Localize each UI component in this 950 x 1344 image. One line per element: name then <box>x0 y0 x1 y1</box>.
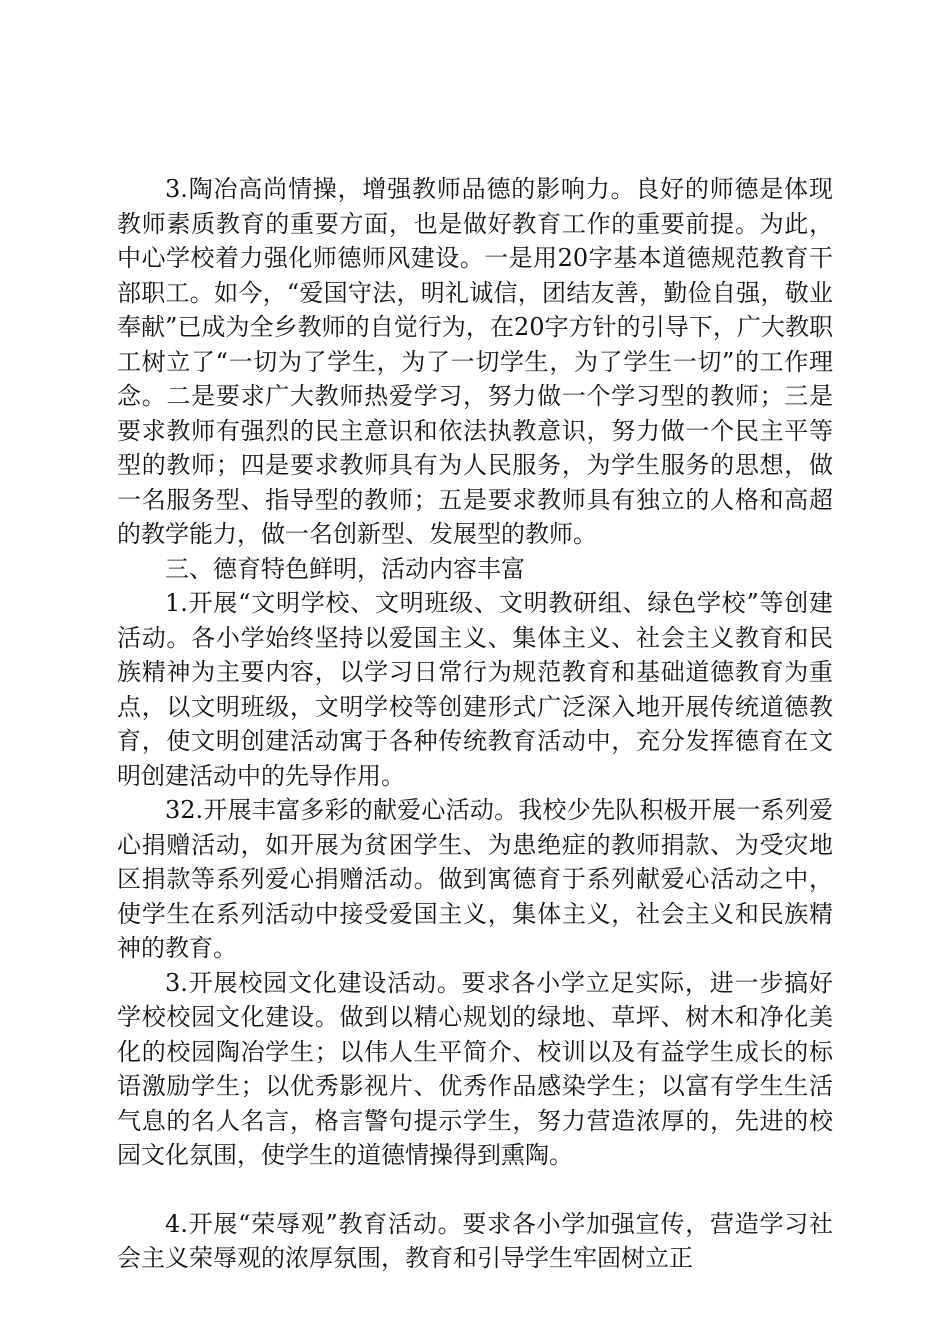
paragraph-spacer <box>117 1173 833 1207</box>
paragraph-honor-disgrace-education: 4.开展“荣辱观”教育活动。要求各小学加强宣传，营造学习社会主义荣辱观的浓厚氛围，教育和引导学生牢固树立正 <box>117 1209 833 1272</box>
paragraph-charity-activities: 32.开展丰富多彩的献爱心活动。我校少先队积极开展一系列爱心捐赠活动，如开展为贫困学生、为患绝症的教师捐款、为受灾地区捐款等系列爱心捐赠活动。做到寓德育于系列献爱心活动之中，使学生在系列活动中接受爱国主义，集体主义，社会主义和民族精神的教育。 <box>117 796 833 962</box>
paragraph-civilization-campaign: 1.开展“文明学校、文明班级、文明教研组、绿色学校”等创建活动。各小学始终坚持以爱国主义、集体主义、社会主义教育和民族精神为主要内容，以学习日常行为规范教育和基础道德教育为重点，以文明班级，文明学校等创建形式广泛深入地开展传统道德教育，使文明创建活动寓于各种传统教育活动中，充分发挥德育在文明创建活动中的先导作用。 <box>117 589 833 790</box>
document-body <box>117 172 833 1276</box>
section-heading-moral-education: 三、德育特色鲜明，活动内容丰富 <box>165 554 525 583</box>
paragraph-campus-culture: 3.开展校园文化建设活动。要求各小学立足实际，进一步搞好学校校园文化建设。做到以精心规划的绿地、草坪、树木和净化美化的校园陶冶学生；以伟人生平简介、校训以及有益学生成长的标语激励学生；以优秀影视片、优秀作品感染学生；以富有学生生活气息的名人名言，格言警句提示学生，努力营造浓厚的，先进的校园文化氛围，使学生的道德情操得到熏陶。 <box>117 968 833 1169</box>
paragraph-teacher-ethics: 3.陶冶高尚情操，增强教师品德的影响力。良好的师德是体现教师素质教育的重要方面，也是做好教育工作的重要前提。为此，中心学校着力强化师德师风建设。一是用20字基本道德规范教育干部职工。如今，“爱国守法，明礼诚信，团结友善，勤俭自强，敬业奉献”已成为全乡教师的自觉行为，在20字方针的引导下，广大教职工树立了“一切为了学生，为了一切学生，为了学生一切”的工作理念。二是要求广大教师热爱学习，努力做一个学习型的教师；三是要求教师有强烈的民主意识和依法执教意识，努力做一个民主平等型的教师；四是要求教师具有为人民服务，为学生服务的思想，做一名服务型、指导型的教师；五是要求教师具有独立的人格和高超的教学能力，做一名创新型、发展型的教师。 <box>117 175 833 548</box>
